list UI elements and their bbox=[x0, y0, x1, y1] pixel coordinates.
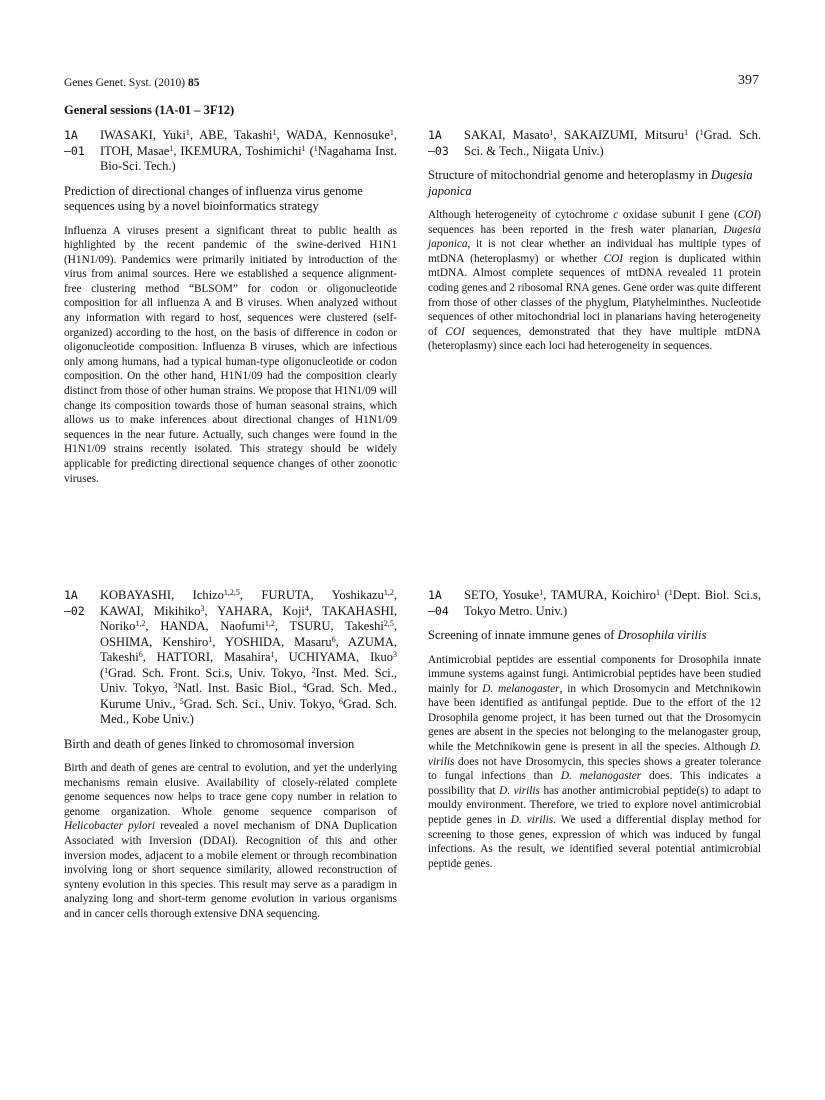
abstract-body: Birth and death of genes are central to evolution, and yet the underlying mechanisms remain elusive. Availability of closely-related complete genome sequences now helps to trace gene copy number in relation to genome organization. Whole genome sequence comparison of Helicobacter pylori revealed a novel mechanism of DNA Duplication Associated with Inversion (DDAI). Recognition of this and other inversion modes, adjacent to a mobile element or through recombination involving long or short sequence similarity, allowed reconstruction of synteny evolution in this species. This result may serve as a paradigm in analyzing long and short-term genome evolution in various organisms and in cancer cells thorough extensive DNA sequencing. bbox=[64, 762, 398, 920]
abstract-body: Although heterogeneity of cytochrome c oxidase subunit I gene (COI) sequences has been reported in the fresh water planarian, Dugesia japonica, it is not clear whether an individual has multiple types of mtDNA (heteroplasmy) or whether COI region is duplicated within mtDNA. Almost complete sequences of mtDNA revealed 11 protein coding genes and 2 ribosomal RNA genes. Gene order was quite different from those of other classes of the phyglum, Platyhelminthes. Nucleotide sequences of other mitochondrial loci in planarians having heterogeneity of COI sequences, demonstrated that they have multiple mtDNA (heteroplasmy) since each loci had heterogeneity in sequences. bbox=[428, 209, 761, 353]
running-head bbox=[64, 77, 199, 89]
abstract-1a-03 bbox=[428, 128, 761, 354]
abstract-title: Birth and death of genes linked to chromosomal inversion bbox=[64, 736, 355, 751]
page-number: 397 bbox=[738, 73, 759, 88]
abstract-title: Screening of innate immune genes of Drosophila virilis bbox=[428, 628, 707, 642]
sessions-heading: General sessions (1A-01 – 3F12) bbox=[64, 103, 235, 117]
abstract-code: 1A –03 bbox=[428, 128, 449, 158]
running-head-volume: 85 bbox=[187, 77, 200, 89]
abstract-title: Prediction of directional changes of influenza virus genome sequences using by a novel bioinformatics strategy bbox=[64, 183, 363, 213]
abstract-authors: SETO, Yosuke$^1$, TAMURA, Koichiro$^1$ ($^1$Dept. Biol. Sci.s, Tokyo Metro. Univ.) bbox=[464, 588, 762, 618]
abstract-title: Structure of mitochondrial genome and heteroplasmy in Dugesia japonica bbox=[428, 168, 753, 198]
abstract-body: Antimicrobial peptides are essential components for Drosophila innate immune systems against fungi. Antimicrobial peptides have been studied mainly for D. melanogaster, in which Drosomycin and Metchnikowin have been identified as antifungal peptide. Due to the effort of the 12 Drosophila genome project, it has been turned out that the Drosomycin genes are absent in the species not belonging to the melanogaster group, while the Metchnikowin gene is present in all the species. Although D. virilis does not have Drosomycin, this species shows a greater tolerance to fungal infections than D. melanogaster does. This indicates a possibility that D. virilis has another antimicrobial peptide(s) to adapt to mouldy environment. Therefore, we tried to explore novel antimicrobial peptide genes in D. virilis. We used a differential display method for screening to those genes, expression of which was induced by fungal infections. As the result, we identified several potential antimicrobial peptide genes. bbox=[428, 653, 762, 870]
abstract-code: 1A –02 bbox=[64, 588, 85, 618]
abstract-authors: SAKAI, Masato$^1$, SAKAIZUMI, Mitsuru$^1$ ($^1$Grad. Sch. Sci. & Tech., Niigata Univ.) bbox=[464, 128, 761, 158]
abstract-code: 1A –01 bbox=[64, 128, 85, 158]
abstract-1a-04 bbox=[428, 588, 761, 871]
abstract-body: Influenza A viruses present a significant threat to public health as highlighted by the recent pandemic of the swine-derived H1N1 (H1N1/09). Pandemics were primarily initiated by introduction of the virus from animal sources. Here we established a sequence alignment-free clustering method “BLSOM” for codon or oligonucleotide composition for all influenza A and B viruses. When analyzed without any information with regard to host, sequences were clustered (self-organized) according to the host, on the basis of difference in codon or oligonucleotide composition. Influenza B viruses, which are infectious only among humans, had a typical human-type oligonucleotide or codon composition. On the other hand, H1N1/09 had the composition clearly distinct from those of other human strains. We propose that H1N1/09 will change its composition towards those of human seasonal strains, which allows us to make inferences about directional changes of H1N1/09 sequences in the near future. Actually, such changes were found in the H1N1/09 strains recently isolated. This strategy should be widely applicable for predicting directional sequence changes of other zoonotic viruses. bbox=[64, 224, 397, 485]
abstract-1a-01 bbox=[64, 128, 397, 486]
running-head-journal: Genes Genet. Syst. (2010) bbox=[64, 77, 188, 89]
abstract-code: 1A –04 bbox=[428, 588, 449, 618]
abstract-authors: IWASAKI, Yuki$^1$, ABE, Takashi$^1$, WADA, Kennosuke$^1$, ITOH, Masae$^1$, IKEMURA, Toshimichi$^1$ ($^1$Nagahama Inst. Bio-Sci. Tech.) bbox=[100, 128, 398, 173]
abstract-1a-02 bbox=[64, 588, 397, 922]
abstract-authors: KOBAYASHI, Ichizo$^{1,2,5}$, FURUTA, Yoshikazu$^{1,2}$, KAWAI, Mikihiko$^3$, YAHARA, Koji$^4$, TAKAHASHI, Noriko$^{1,2}$, HANDA, Naofumi$^{1,2}$, TSURU, Takeshi$^{2,5}$, OSHIMA, Kenshiro$^1$, YOSHIDA, Masaru$^6$, AZUMA, Takeshi$^6$, HATTORI, Masahira$^1$, UCHIYAMA, Ikuo$^3$ ($^1$Grad. Sch. Front. Sci.s, Univ. Tokyo, $^2$Inst. Med. Sci., Univ. Tokyo, $^3$Natl. Inst. Basic Biol., $^4$Grad. Sch. Med., Kurume Univ., $^5$Grad. Sch. Sci., Univ. Tokyo, $^6$Grad. Sch. Med., Kobe Univ.) bbox=[100, 588, 398, 726]
